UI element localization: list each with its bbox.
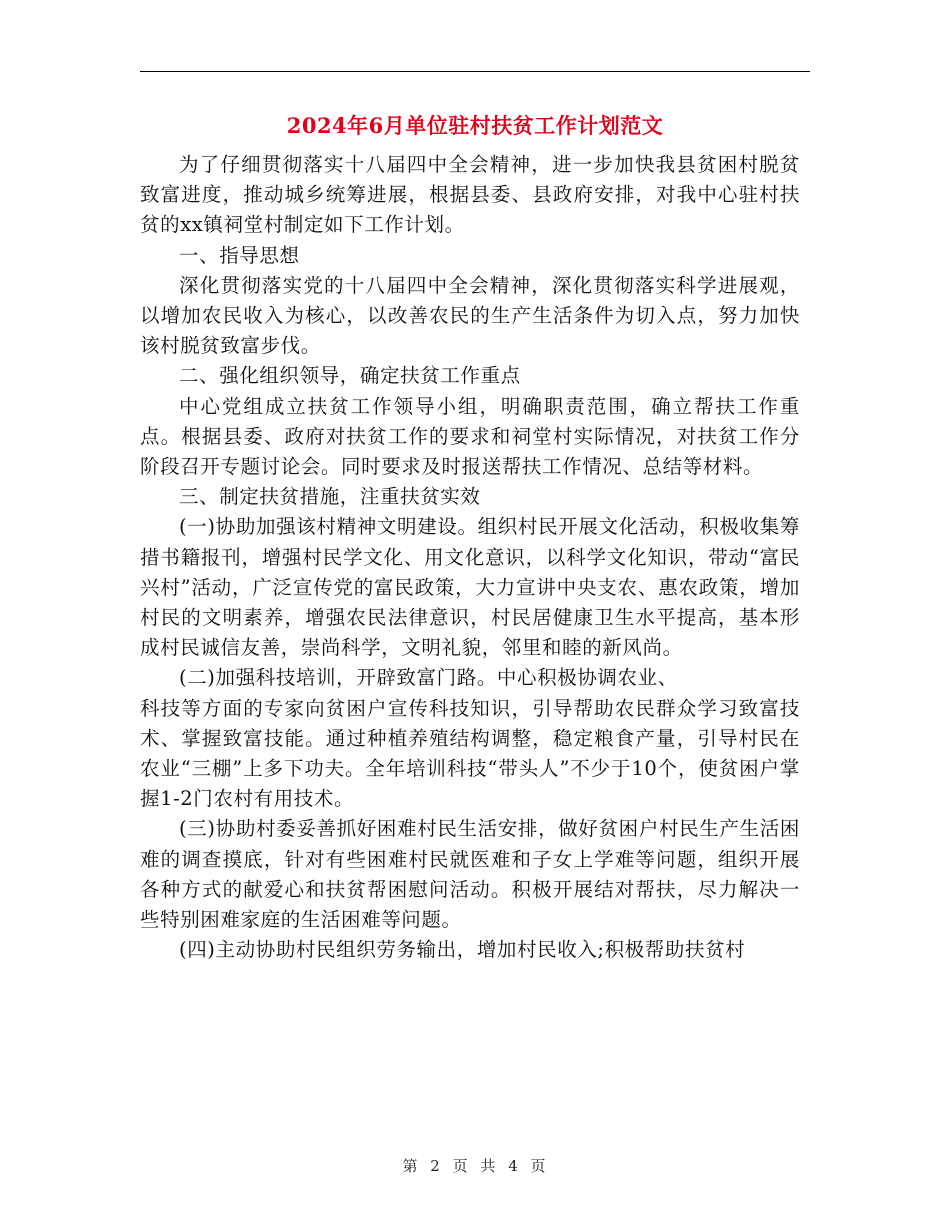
heading-guiding-thought: 一、指导思想	[179, 243, 300, 267]
footer-page-current: 2	[430, 1157, 442, 1175]
paragraph-measure-4: (四)主动协助村民组织劳务输出，增加村民收入;积极帮助扶贫村	[179, 938, 746, 962]
paragraph-measure-2-cont: 科技等方面的专家向贫困户宣传科技知识，引导帮助农民群众学习致富技术、掌握致富技能。通过种植养殖结构调整，稳定粮食产量，引导村民在农业“三棚”上多下功夫。全年培训科技“带头人”不少于10个，使贫困户掌握1-2门农村有用技术。	[140, 696, 800, 811]
footer-prefix: 第	[402, 1157, 420, 1175]
paragraph-intro: 为了仔细贯彻落实十八届四中全会精神，进一步加快我县贫困村脱贫致富进度，推动城乡统筹进展，根据县委、县政府安排，对我中心驻村扶贫的xx镇祠堂村制定如下工作计划。	[140, 153, 800, 237]
document-title: 2024年6月单位驻村扶贫工作计划范文	[286, 113, 664, 138]
footer-suffix: 页	[530, 1157, 548, 1175]
footer-page-total: 4	[508, 1157, 520, 1175]
paragraph-measure-2: (二)加强科技培训，开辟致富门路。中心积极协调农业、	[179, 666, 678, 690]
document-body	[140, 150, 800, 965]
paragraph-organization: 中心党组成立扶贫工作领导小组，明确职责范围，确立帮扶工作重点。根据县委、政府对扶贫工作的要求和祠堂村实际情况，对扶贫工作分阶段召开专题讨论会。同时要求及时报送帮扶工作情况、总结等材料。	[140, 394, 800, 479]
paragraph-measure-3: (三)协助村委妥善抓好困难村民生活安排，做好贫困户村民生产生活困难的调查摸底，针对有些困难村民就医难和子女上学难等问题，组织开展各种方式的献爱心和扶贫帮困慰问活动。积极开展结对帮扶，尽力解决一些特别困难家庭的生活困难等问题。	[140, 817, 800, 932]
paragraph-guiding-thought: 深化贯彻落实党的十八届四中全会精神，深化贯彻落实科学进展观，以增加农民收入为核心，以改善农民的生产生活条件为切入点，努力加快该村脱贫致富步伐。	[140, 273, 800, 358]
heading-measures: 三、制定扶贫措施，注重扶贫实效	[179, 485, 481, 509]
paragraph-measure-1: (一)协助加强该村精神文明建设。组织村民开展文化活动，积极收集筹措书籍报刊，增强村民学文化、用文化意识，以科学文化知识，带动“富民兴村”活动，广泛宣传党的富民政策，大力宣讲中央支农、惠农政策，增加村民的文明素养，增强农民法律意识，村民居健康卫生水平提高，基本形成村民诚信友善，崇尚科学，文明礼貌，邻里和睦的新风尚。	[140, 515, 800, 660]
heading-organization: 二、强化组织领导，确定扶贫工作重点	[179, 364, 521, 388]
page-footer	[0, 1155, 950, 1176]
header-rule	[140, 71, 810, 72]
footer-mid: 页	[452, 1157, 470, 1175]
footer-total-prefix: 共	[480, 1157, 498, 1175]
